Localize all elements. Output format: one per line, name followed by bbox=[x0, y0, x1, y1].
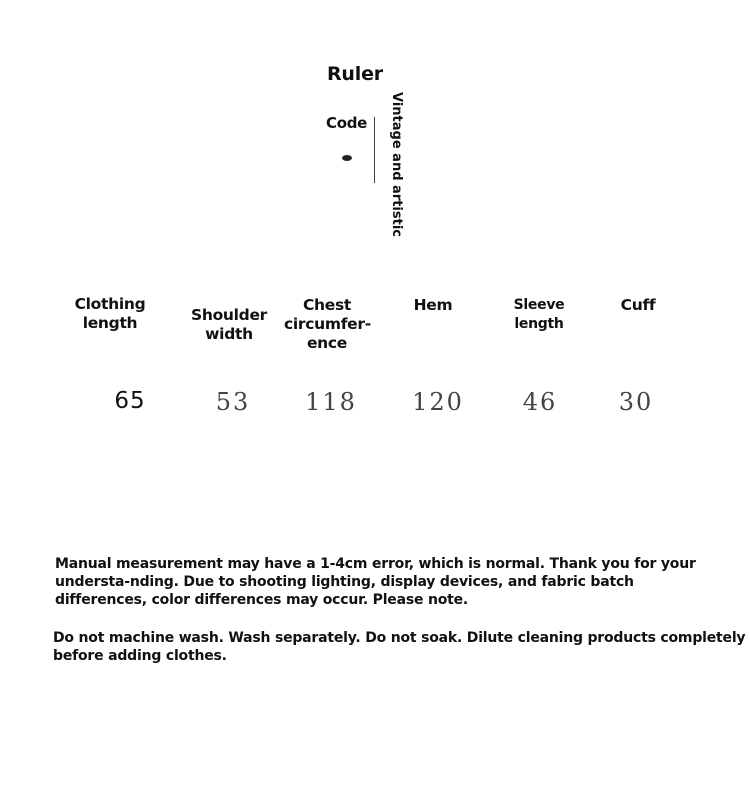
ruler-title: Ruler bbox=[327, 63, 383, 85]
value-clothing-length: 65 bbox=[114, 388, 146, 414]
divider-line bbox=[374, 117, 375, 183]
value-sleeve-length: 46 bbox=[522, 388, 558, 416]
header-chest-circumference-label: Chest circumfer- ence bbox=[284, 296, 371, 352]
header-shoulder-width bbox=[189, 287, 269, 344]
header-hem bbox=[405, 296, 461, 315]
header-sleeve-length bbox=[490, 296, 588, 334]
header-cuff bbox=[613, 296, 663, 315]
value-cuff: 30 bbox=[618, 388, 654, 416]
washing-note: Do not machine wash. Wash separately. Do not soak. Dilute cleaning products completely before adding clothes. bbox=[53, 630, 746, 664]
header-cuff-label: Cuff bbox=[620, 296, 656, 314]
value-shoulder-width: 53 bbox=[215, 388, 251, 416]
style-text: Vintage and artistic bbox=[389, 92, 404, 238]
value-hem: 120 bbox=[412, 388, 464, 416]
header-clothing-length-label: Clothing length bbox=[74, 295, 146, 332]
header-chest-circumference bbox=[284, 277, 370, 353]
header-shoulder-width-label: Shoulder width bbox=[190, 306, 268, 343]
header-sleeve-length-label: Sleeve length bbox=[513, 297, 565, 332]
header-hem-label: Hem bbox=[413, 296, 453, 314]
code-dot-icon bbox=[342, 155, 352, 161]
value-chest-circumference: 118 bbox=[305, 388, 357, 416]
measurement-note: Manual measurement may have a 1-4cm error, which is normal. Thank you for your understa-nding. Due to shooting lighting, display devices, and fabric batch differences, color differences may occur. Please note. bbox=[55, 556, 696, 608]
code-label: Code bbox=[326, 114, 368, 132]
header-clothing-length bbox=[48, 295, 172, 333]
